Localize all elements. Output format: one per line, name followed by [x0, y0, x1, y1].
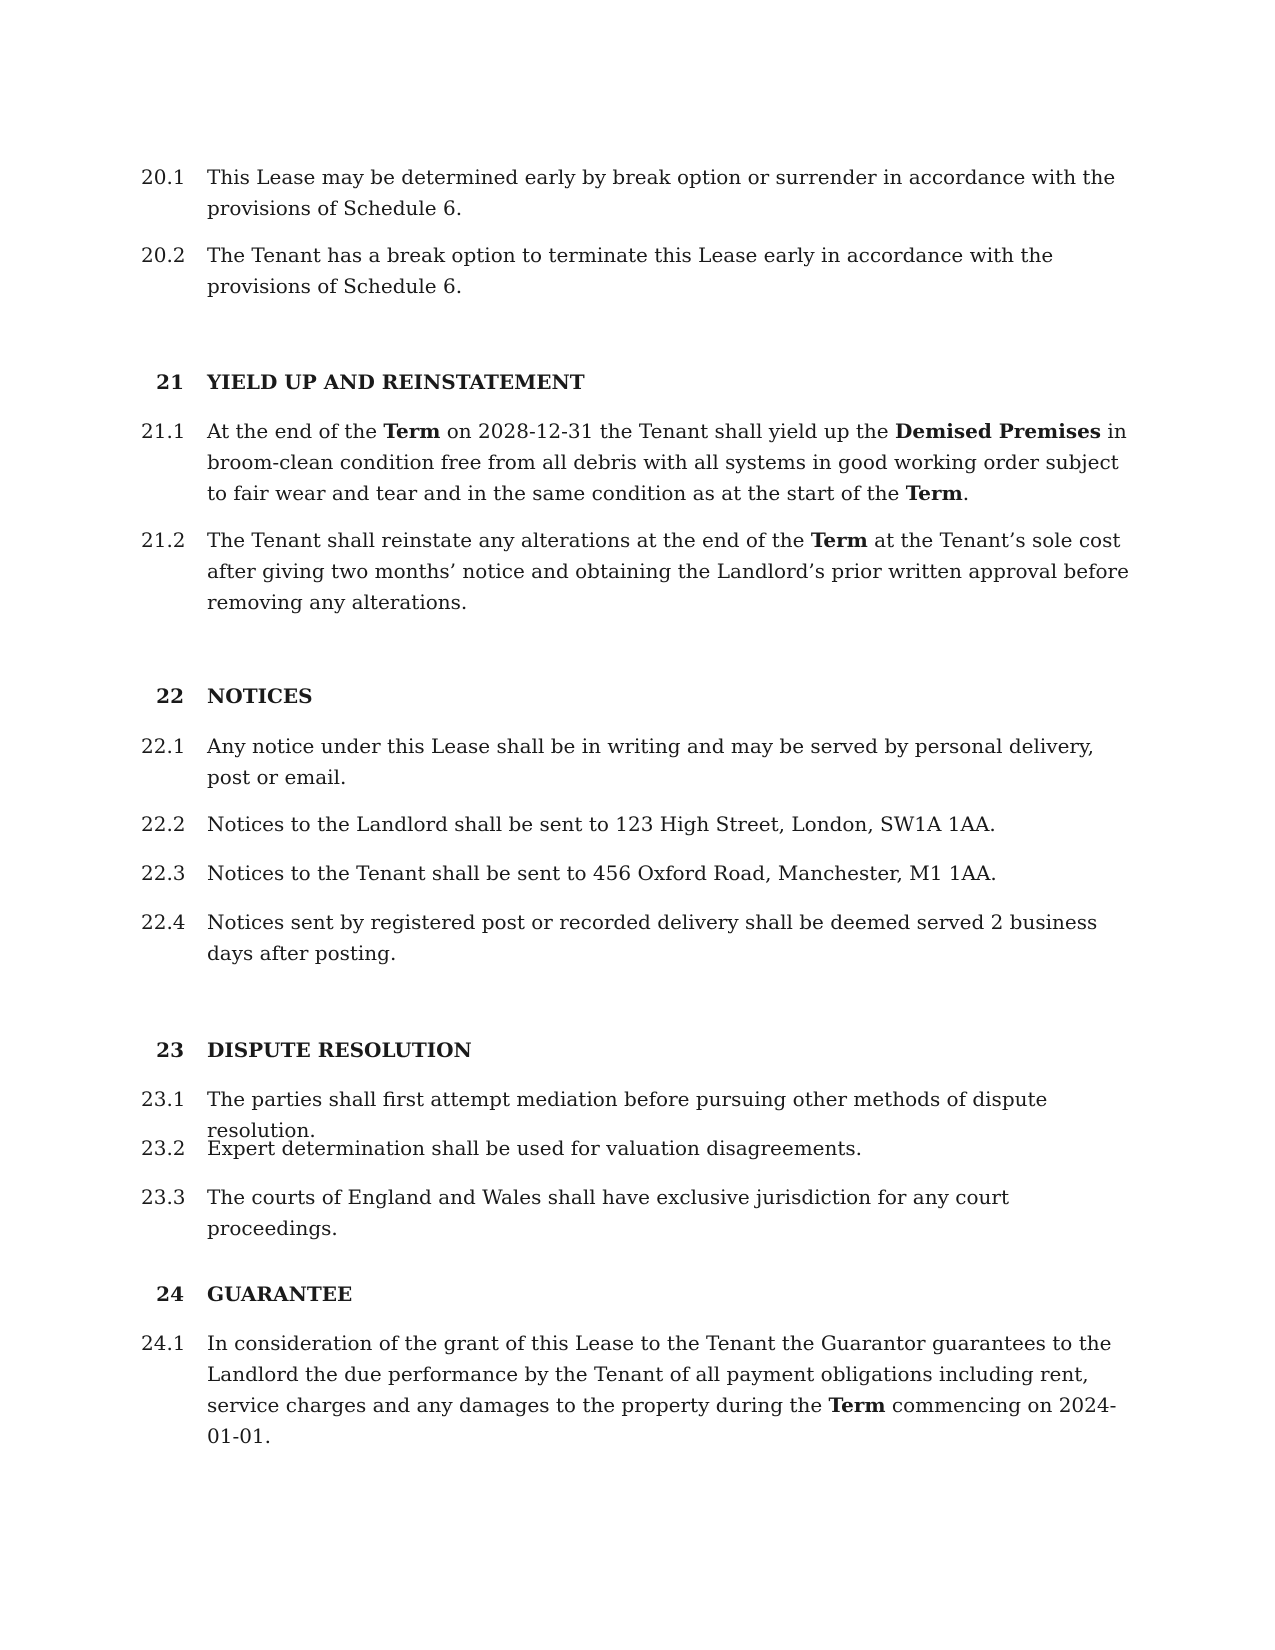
clause-text-segment: Notices to the Landlord shall be sent to 123 High Street, London, SW1A 1AA.	[207, 812, 996, 836]
clause-number: 24.1	[141, 1331, 186, 1355]
clause-text-segment: commencing on 2024-01-01.	[207, 1393, 1117, 1448]
clause-text	[207, 162, 1132, 224]
clause-number: 23.3	[141, 1185, 186, 1209]
defined-term: Term	[905, 481, 963, 505]
clause-text-segment: The courts of England and Wales shall have exclusive jurisdiction for any court proceedings.	[207, 1185, 1009, 1240]
clause-text-segment: Notices to the Tenant shall be sent to 456 Oxford Road, Manchester, M1 1AA.	[207, 861, 997, 885]
clause-text	[207, 1328, 1132, 1452]
clause-text-segment: Notices sent by registered post or recorded delivery shall be deemed served 2 business days after posting.	[207, 910, 1098, 965]
section-title: DISPUTE RESOLUTION	[207, 1038, 472, 1062]
clause-text-segment: in broom-clean condition free from all debris with all systems in good working order subject to fair wear and tear and in the same condition as at the start of the	[207, 419, 1127, 505]
clause-text-segment: .	[962, 481, 970, 505]
clause-number: 22.2	[141, 812, 186, 836]
clause-text-segment: Expert determination shall be used for valuation disagreements.	[207, 1136, 863, 1160]
defined-term: Term	[810, 528, 868, 552]
clause-text	[207, 858, 1132, 889]
clause-text	[207, 809, 1132, 840]
clause-text-segment: In consideration of the grant of this Lease to the Tenant the Guarantor guarantees to the Landlord the due performance by the Tenant of all payment obligations including rent, service charges and any damages to the property during the	[207, 1331, 1112, 1417]
clause-number: 20.1	[141, 165, 186, 189]
clause-text	[207, 1133, 1132, 1164]
clause-number: 22.4	[141, 910, 186, 934]
defined-term: Term	[383, 419, 441, 443]
clause-text-segment: The parties shall first attempt mediation before pursuing other methods of dispute resolution.	[207, 1087, 1048, 1142]
defined-term: Term	[828, 1393, 886, 1417]
clause-text	[207, 731, 1132, 793]
section-number: 24	[156, 1282, 184, 1306]
clause-number: 22.3	[141, 861, 186, 885]
clause-text-segment: at the Tenant’s sole cost after giving two months’ notice and obtaining the Landlord’s prior written approval before removing any alterations.	[207, 528, 1129, 614]
section-title: YIELD UP AND REINSTATEMENT	[207, 370, 585, 394]
section-number: 23	[156, 1038, 184, 1062]
clause-text	[207, 1182, 1132, 1244]
clause-number: 23.2	[141, 1136, 186, 1160]
clause-text	[207, 907, 1132, 969]
clause-text-segment: The Tenant shall reinstate any alterations at the end of the	[207, 528, 811, 552]
clause-number: 20.2	[141, 243, 186, 267]
section-title: NOTICES	[207, 684, 313, 708]
clause-number: 22.1	[141, 734, 186, 758]
clause-text-segment: At the end of the	[207, 419, 384, 443]
section-number: 22	[156, 684, 184, 708]
clause-number: 23.1	[141, 1087, 186, 1111]
clause-text	[207, 240, 1132, 302]
clause-text-segment: This Lease may be determined early by break option or surrender in accordance with the provisions of Schedule 6.	[207, 165, 1116, 220]
clause-text-segment: on 2028-12-31 the Tenant shall yield up the	[440, 419, 895, 443]
clause-text-segment: Any notice under this Lease shall be in writing and may be served by personal delivery, post or email.	[207, 734, 1094, 789]
defined-term: Demised Premises	[895, 419, 1102, 443]
clause-text-segment: The Tenant has a break option to terminate this Lease early in accordance with the provisions of Schedule 6.	[207, 243, 1054, 298]
clause-number: 21.1	[141, 419, 186, 443]
section-title: GUARANTEE	[207, 1282, 353, 1306]
clause-text	[207, 525, 1132, 618]
clause-text	[207, 416, 1132, 509]
section-number: 21	[156, 370, 184, 394]
clause-number: 21.2	[141, 528, 186, 552]
